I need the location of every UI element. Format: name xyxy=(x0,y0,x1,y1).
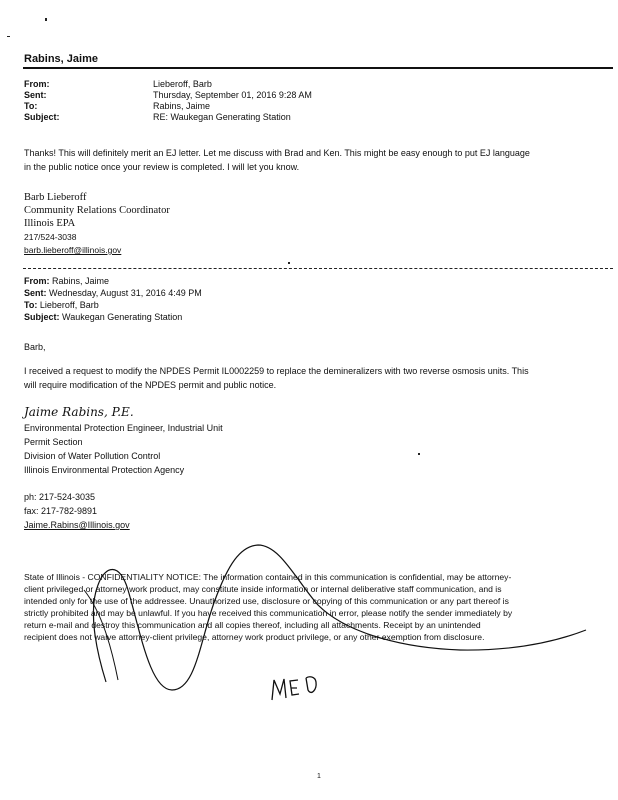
confidentiality-line: client privileged or attorney work product, may constitute inside information or internal deliberative staff communication, and is xyxy=(24,584,502,594)
reply-sent-value: Thursday, September 01, 2016 9:28 AM xyxy=(153,90,312,100)
orig-sent-label: Sent: xyxy=(24,288,47,298)
orig-sig-agency: Illinois Environmental Protection Agency xyxy=(24,465,185,475)
reply-sig-name: Barb Lieberoff xyxy=(24,192,87,203)
orig-from-label: From: xyxy=(24,276,50,286)
reply-sig-email-link[interactable]: barb.lieberoff@illinois.gov xyxy=(24,245,122,255)
handwritten-scribble xyxy=(93,545,586,690)
confidentiality-line: State of Illinois - CONFIDENTIALITY NOTICE: The information contained in this communication is confidential, may be attorney- xyxy=(24,572,512,582)
orig-sig-fax: fax: 217-782-9891 xyxy=(24,506,98,516)
page-number: 1 xyxy=(317,773,321,780)
orig-body-line: will require modification of the NPDES permit and public notice. xyxy=(24,380,277,390)
confidentiality-line: intended only for the use of the addressee. Unauthorized use, disclosure or copying of this communication or any part thereof is xyxy=(24,596,509,606)
orig-sig-phone: ph: 217-524-3035 xyxy=(24,492,96,502)
reply-subject-label: Subject: xyxy=(24,112,60,122)
orig-from-value: Rabins, Jaime xyxy=(52,276,110,286)
orig-sig-script-name: Jaime Rabins, P.E. xyxy=(24,405,134,419)
reply-from-value: Lieberoff, Barb xyxy=(153,79,212,89)
orig-sig-email-link[interactable]: Jaime.Rabins@Illinois.gov xyxy=(24,520,130,530)
orig-sig-division: Division of Water Pollution Control xyxy=(24,451,161,461)
reply-sig-title: Community Relations Coordinator xyxy=(24,205,170,216)
reply-subject-value: RE: Waukegan Generating Station xyxy=(153,112,291,122)
reply-body-line: Thanks! This will definitely merit an EJ letter. Let me discuss with Brad and Ken. This might be easy enough to put EJ language xyxy=(24,148,530,158)
orig-subject-value: Waukegan Generating Station xyxy=(62,312,183,322)
mailbox-owner-name: Rabins, Jaime xyxy=(24,53,98,65)
reply-sent-label: Sent: xyxy=(24,90,47,100)
orig-to-value: Lieberoff, Barb xyxy=(39,300,99,310)
reply-body-line: in the public notice once your review is completed. I will let you know. xyxy=(24,162,300,172)
orig-body-line: I received a request to modify the NPDES Permit IL0002259 to replace the demineralizers with two reverse osmosis units. This xyxy=(24,366,529,376)
orig-sig-title: Environmental Protection Engineer, Industrial Unit xyxy=(24,423,223,433)
orig-to-label: To: xyxy=(24,300,38,310)
confidentiality-line: return e-mail and destroy this communication and all copies thereof, including all attachments. Receipt by an unintended xyxy=(24,620,481,630)
orig-subject-label: Subject: xyxy=(24,312,60,322)
orig-sent-value: Wednesday, August 31, 2016 4:49 PM xyxy=(49,288,202,298)
handwritten-initials xyxy=(272,677,316,700)
reply-sig-org: Illinois EPA xyxy=(24,218,76,229)
reply-sig-phone: 217/524-3038 xyxy=(24,232,77,242)
confidentiality-line: strictly prohibited and may be unlawful. If you have received this communication in error, please notify the sender immediately by xyxy=(24,608,513,618)
confidentiality-line: recipient does not waive attorney-client privilege, attorney work product privilege, or any other exemption from disclosure. xyxy=(24,632,485,642)
reply-to-label: To: xyxy=(24,101,38,111)
reply-from-label: From: xyxy=(24,79,50,89)
orig-sig-section: Permit Section xyxy=(24,437,83,447)
reply-to-value: Rabins, Jaime xyxy=(153,101,211,111)
orig-greeting: Barb, xyxy=(24,342,46,352)
